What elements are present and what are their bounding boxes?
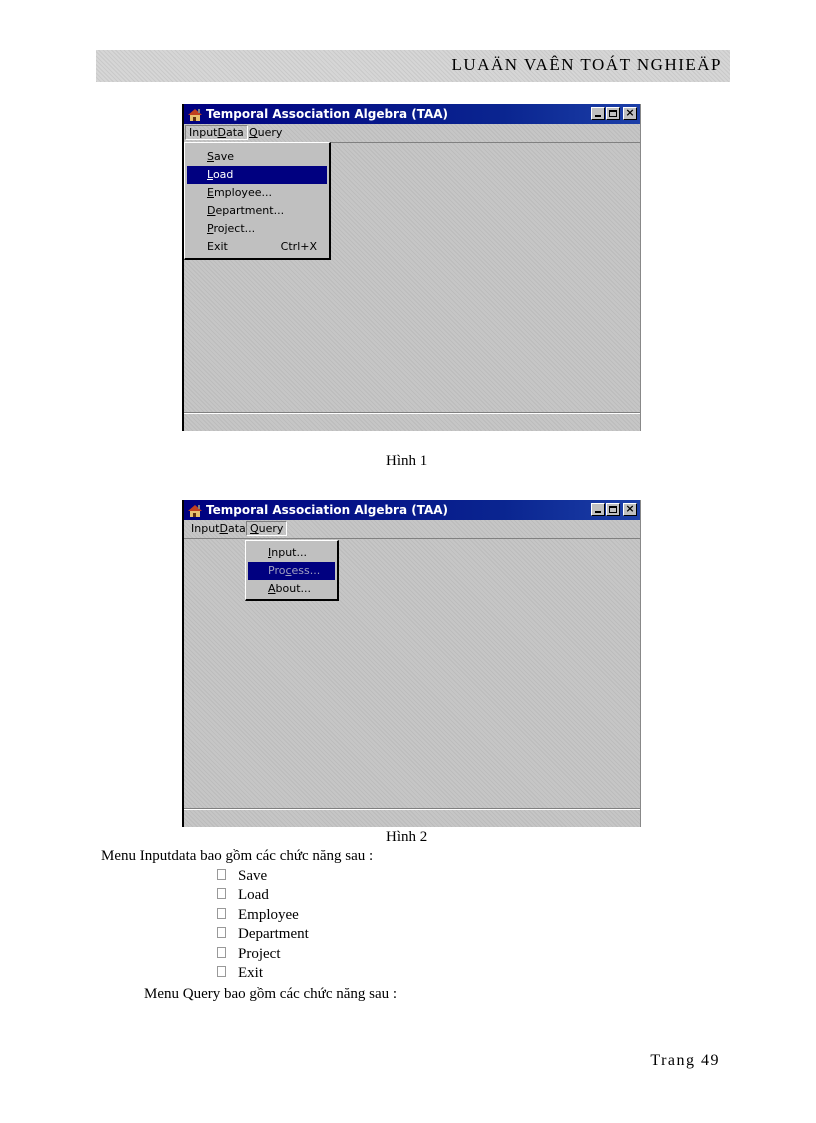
item-label-key: L bbox=[207, 168, 213, 181]
menu-label-key: D bbox=[219, 522, 228, 535]
maximize-icon bbox=[609, 506, 617, 513]
app-window-figure-1 bbox=[182, 104, 641, 431]
close-icon: × bbox=[625, 502, 635, 515]
list-item bbox=[217, 868, 267, 885]
bullet-icon bbox=[217, 908, 226, 919]
maximize-button[interactable] bbox=[606, 503, 620, 516]
item-label-part: mployee... bbox=[213, 186, 272, 199]
menu-item-load[interactable] bbox=[187, 166, 327, 184]
item-label-part: ave bbox=[213, 150, 235, 163]
menu-inputdata[interactable] bbox=[185, 125, 248, 140]
item-label-part: Exit bbox=[207, 240, 228, 253]
menu-item-save[interactable] bbox=[185, 148, 329, 166]
minimize-button[interactable] bbox=[591, 107, 605, 120]
app-icon bbox=[187, 503, 203, 518]
menu-item-exit[interactable] bbox=[185, 238, 329, 256]
status-bar bbox=[184, 412, 640, 431]
list-item-label: Project bbox=[238, 946, 281, 962]
maximize-icon bbox=[609, 110, 617, 117]
list-item-label: Department bbox=[238, 926, 309, 942]
status-bar bbox=[184, 808, 640, 827]
menu-label-key: D bbox=[217, 126, 226, 139]
figure-2-caption: Hình 2 bbox=[386, 829, 428, 845]
list-item bbox=[217, 965, 263, 982]
menu-item-department[interactable] bbox=[185, 202, 329, 220]
menu-label-key: Q bbox=[249, 126, 258, 139]
page-label: Trang bbox=[650, 1052, 696, 1069]
shortcut-label: Ctrl+X bbox=[280, 240, 317, 253]
list-item bbox=[217, 946, 281, 963]
query-dropdown bbox=[245, 540, 339, 601]
item-label-part: bout... bbox=[275, 582, 312, 595]
menu-item-process[interactable] bbox=[248, 562, 335, 580]
outro-paragraph: Menu Query bao gồm các chức năng sau : bbox=[144, 986, 398, 1002]
menu-query[interactable] bbox=[246, 521, 287, 536]
page-number: 49 bbox=[701, 1052, 720, 1069]
window-title: Temporal Association Algebra (TAA) bbox=[206, 107, 449, 121]
bullet-icon bbox=[217, 888, 226, 899]
page-header bbox=[96, 50, 730, 82]
inputdata-dropdown bbox=[184, 142, 331, 260]
item-label-key: A bbox=[268, 582, 276, 595]
app-icon bbox=[187, 107, 203, 122]
menu-label-part: ata bbox=[227, 522, 246, 535]
window-title: Temporal Association Algebra (TAA) bbox=[206, 503, 449, 517]
item-label-part: roject... bbox=[213, 222, 256, 235]
menu-label-part: Input bbox=[191, 522, 220, 535]
list-item-label: Exit bbox=[238, 965, 263, 981]
menu-bar bbox=[184, 520, 640, 539]
list-item-label: Load bbox=[238, 887, 269, 903]
minimize-icon bbox=[595, 511, 601, 513]
menu-label-part: ata bbox=[225, 126, 244, 139]
menu-inputdata[interactable] bbox=[188, 522, 249, 535]
menu-label-part: Input bbox=[189, 126, 218, 139]
menu-label-part: uery bbox=[257, 126, 283, 139]
menu-bar bbox=[184, 124, 640, 143]
list-item bbox=[217, 907, 299, 924]
menu-item-employee[interactable] bbox=[185, 184, 329, 202]
item-label-part: oad bbox=[212, 168, 234, 181]
menu-label-key: Q bbox=[250, 522, 259, 535]
figure-1-caption: Hình 1 bbox=[386, 453, 428, 469]
page-footer bbox=[650, 1052, 720, 1070]
maximize-button[interactable] bbox=[606, 107, 620, 120]
title-bar[interactable] bbox=[184, 500, 640, 520]
close-icon: × bbox=[625, 106, 635, 119]
item-label-key: I bbox=[268, 546, 272, 559]
minimize-button[interactable] bbox=[591, 503, 605, 516]
menu-query[interactable] bbox=[246, 126, 285, 139]
item-label-part: ess... bbox=[291, 564, 321, 577]
intro-paragraph: Menu Inputdata bao gồm các chức năng sau : bbox=[101, 848, 374, 864]
menu-item-project[interactable] bbox=[185, 220, 329, 238]
item-label-key: c bbox=[285, 564, 292, 577]
item-label-part: Pro bbox=[268, 564, 286, 577]
list-item-label: Employee bbox=[238, 907, 299, 923]
header-title: LUAÄN VAÊN TOÁT NGHIEÄP bbox=[451, 55, 722, 74]
list-item bbox=[217, 887, 269, 904]
item-label-key: P bbox=[207, 222, 214, 235]
close-button[interactable] bbox=[623, 503, 637, 516]
list-item bbox=[217, 926, 309, 943]
item-label-key: S bbox=[207, 150, 214, 163]
bullet-icon bbox=[217, 966, 226, 977]
bullet-icon bbox=[217, 869, 226, 880]
item-label-key: E bbox=[207, 186, 214, 199]
menu-item-input[interactable] bbox=[246, 544, 337, 562]
close-button[interactable] bbox=[623, 107, 637, 120]
bullet-icon bbox=[217, 927, 226, 938]
menu-label-part: uery bbox=[258, 522, 284, 535]
bullet-icon bbox=[217, 947, 226, 958]
app-window-figure-2 bbox=[182, 500, 641, 827]
title-bar[interactable] bbox=[184, 104, 640, 124]
item-label-part: epartment... bbox=[215, 204, 285, 217]
item-label-key: D bbox=[207, 204, 216, 217]
menu-item-about[interactable] bbox=[246, 580, 337, 598]
item-label-part: nput... bbox=[271, 546, 307, 559]
list-item-label: Save bbox=[238, 868, 268, 884]
minimize-icon bbox=[595, 115, 601, 117]
